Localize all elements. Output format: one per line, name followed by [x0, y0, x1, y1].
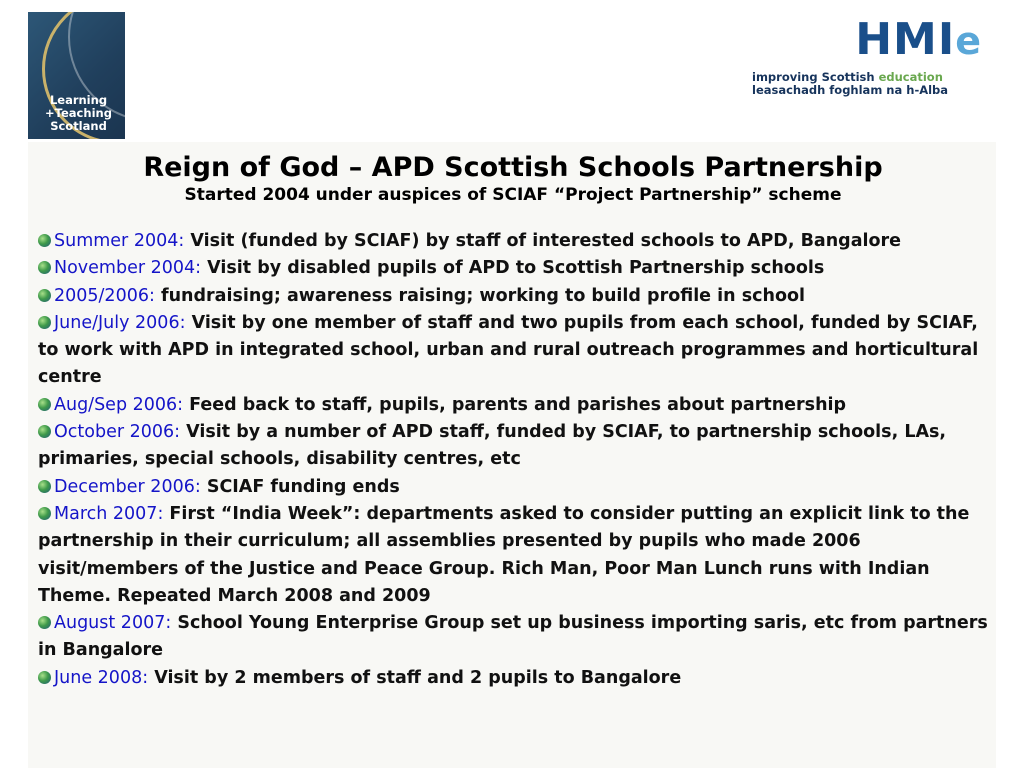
timeline-date: Summer 2004:: [54, 231, 185, 251]
hmie-tagline-english: [752, 70, 943, 84]
timeline-date: October 2006:: [54, 422, 181, 443]
timeline-text: Visit by a number of APD staff, funded by SCIAF, to partnership schools, LAs, primaries, special schools, disability centres, etc: [38, 422, 947, 470]
timeline-item: [38, 255, 988, 282]
timeline-text: Visit by disabled pupils of APD to Scottish Partnership schools: [201, 258, 825, 279]
globe-bullet-icon: [38, 398, 51, 411]
hmie-tagline-gaelic: leasachadh foghlam na h-Alba: [752, 83, 949, 97]
hmie-wordmark: [855, 14, 982, 65]
timeline-item: [38, 392, 988, 419]
globe-bullet-icon: [38, 507, 51, 520]
timeline-date: Aug/Sep 2006:: [54, 394, 184, 415]
hmie-wordmark-main: HMI: [855, 14, 956, 65]
timeline-text: Visit by one member of staff and two pupils from each school, funded by SCIAF, to work with APD in integrated school, urban and rural outreach programmes and horticultural centre: [38, 312, 979, 388]
lts-logo-text: [36, 94, 121, 133]
timeline-date: 2005/2006:: [54, 285, 155, 306]
timeline-date: December 2006:: [54, 476, 201, 497]
globe-bullet-icon: [38, 671, 51, 684]
hmie-wordmark-e: e: [955, 19, 982, 63]
timeline-list: [38, 228, 988, 692]
globe-bullet-icon: [38, 480, 51, 493]
timeline-text: First “India Week”: departments asked to consider putting an explicit link to the partnership in their curriculum; all assemblies presented by pupils who made 2006 visit/members of the Justice and Peace Group. Rich Man, Poor Man Lunch runs with Indian Theme. Repeated March 2008 and 2009: [38, 503, 970, 606]
globe-bullet-icon: [38, 616, 51, 629]
globe-bullet-icon: [38, 289, 51, 302]
timeline-text: Visit by 2 members of staff and 2 pupils to Bangalore: [148, 667, 682, 688]
timeline-item: [38, 501, 988, 610]
timeline-item: [38, 474, 988, 501]
slide-subtitle: Started 2004 under auspices of SCIAF “Project Partnership” scheme: [184, 185, 842, 205]
timeline-item: [38, 419, 988, 474]
hmie-logo: [752, 14, 992, 97]
slide-title: Reign of God – APD Scottish Schools Partnership: [143, 152, 883, 183]
timeline-item: [38, 665, 988, 692]
hmie-tagline-part: improving Scottish: [752, 70, 879, 84]
timeline-item: [38, 310, 988, 392]
timeline-date: June/July 2006:: [54, 312, 186, 333]
timeline-text: Visit (funded by SCIAF) by staff of interested schools to APD, Bangalore: [184, 231, 902, 251]
timeline-item: [38, 610, 988, 665]
timeline-item: [38, 228, 988, 255]
timeline-date: March 2007:: [54, 503, 164, 524]
timeline-date: June 2008:: [54, 667, 149, 688]
timeline-text: fundraising; awareness raising; working to build profile in school: [154, 285, 805, 306]
lts-logo-line: +Teaching: [45, 106, 112, 120]
globe-bullet-icon: [38, 316, 51, 329]
lts-logo-line: Learning: [49, 93, 108, 107]
globe-bullet-icon: [38, 234, 51, 247]
timeline-text: Feed back to staff, pupils, parents and parishes about partnership: [183, 394, 847, 415]
globe-bullet-icon: [38, 425, 51, 438]
timeline-date: November 2004:: [54, 258, 202, 279]
lts-logo-line: Scotland: [50, 119, 107, 133]
hmie-tagline-education: education: [878, 70, 943, 84]
learning-teaching-scotland-logo: [28, 12, 125, 139]
timeline-text: SCIAF funding ends: [200, 476, 400, 497]
slide-content-panel: [28, 142, 996, 768]
timeline-text: School Young Enterprise Group set up business importing saris, etc from partners in Bangalore: [38, 613, 988, 661]
timeline-date: August 2007:: [54, 613, 172, 634]
globe-bullet-icon: [38, 261, 51, 274]
timeline-item: [38, 283, 988, 310]
